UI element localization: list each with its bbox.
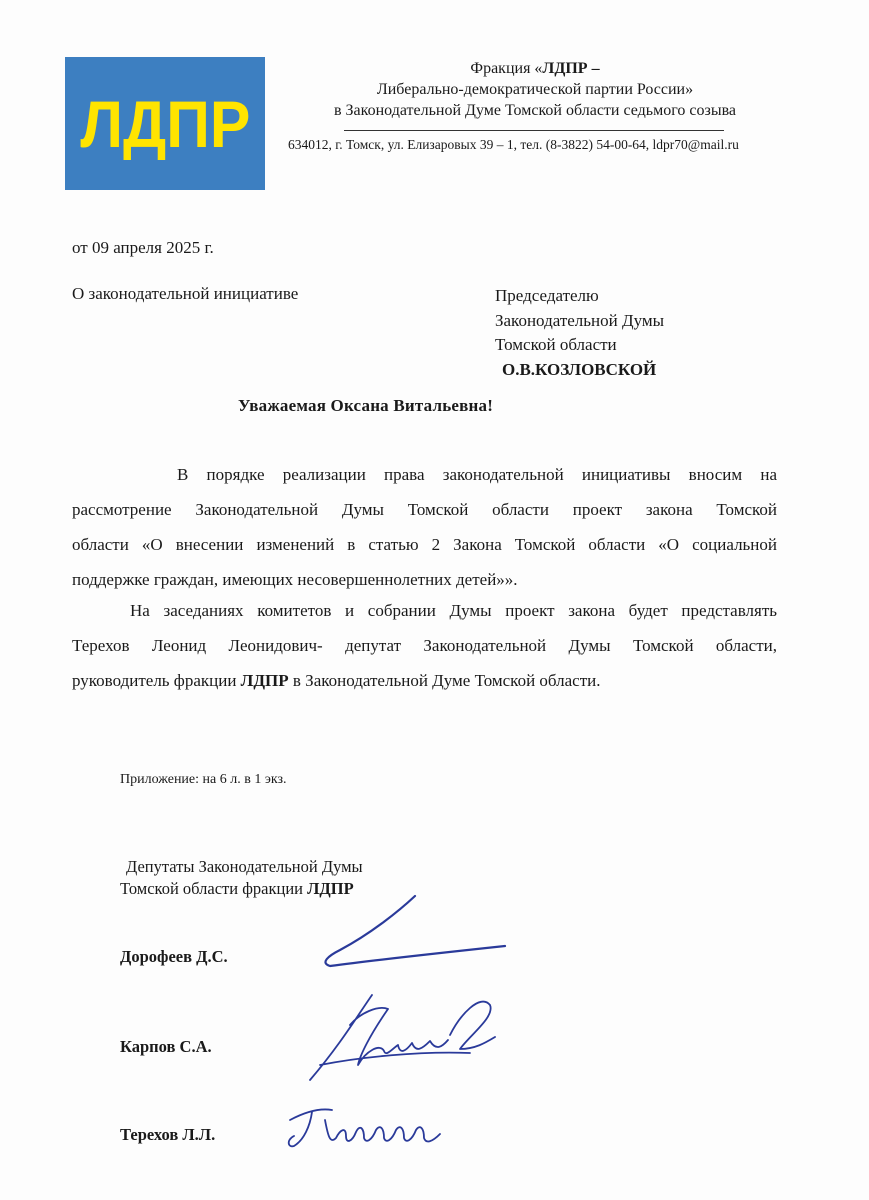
attachment-note: Приложение: на 6 л. в 1 экз.	[120, 772, 287, 787]
letterhead-title	[290, 58, 780, 121]
signature-karpov	[300, 985, 510, 1095]
signatory-name: Терехов Л.Л.	[120, 1125, 216, 1144]
paragraph-2-line-1: На заседаниях комитетов и собрании Думы проект закона будет представлять	[130, 601, 777, 620]
letterhead-address: 634012, г. Томск, ул. Елизаровых 39 – 1, тел. (8-3822) 54-00-64, ldpr70@mail.ru	[288, 137, 739, 152]
logo-text: ЛДПР	[79, 86, 250, 161]
letterhead-divider	[344, 130, 724, 131]
signature-dorofeev	[300, 888, 520, 983]
signatory-name: Дорофеев Д.С.	[120, 947, 228, 966]
letter-date: от 09 апреля 2025 г.	[72, 238, 214, 257]
paragraph-1	[72, 457, 777, 597]
letter-subject: О законодательной инициативе	[72, 284, 299, 303]
addressee-line-2: Законодательной Думы	[495, 310, 665, 330]
paragraph-2-line-3: руководитель фракции ЛДПР в Законодательной Думе Томской области.	[72, 671, 601, 690]
faction-name: ЛДПР	[542, 60, 588, 77]
ldpr-logo	[65, 57, 265, 190]
faction-line: Фракция «ЛДПР –	[470, 60, 600, 77]
duma-line: в Законодательной Думе Томской области седьмого созыва	[333, 102, 737, 119]
party-abbr: ЛДПР	[240, 671, 289, 690]
paragraph-1-line-1: В порядке реализации права законодательной инициативы вносим на	[177, 465, 777, 484]
signature-terekhov	[280, 1090, 470, 1165]
addressee-name: О.В.КОЗЛОВСКОЙ	[502, 359, 657, 379]
paragraph-1-line-4: поддержке граждан, имеющих несовершеннолетних детей»».	[72, 570, 518, 589]
deputies-line-2: Томской области фракции ЛДПР	[120, 879, 354, 898]
addressee-line-1: Председателю	[495, 286, 599, 305]
deputies-line-1: Депутаты Законодательной Думы	[126, 857, 363, 876]
party-line: Либерально-демократической партии России»	[376, 81, 694, 98]
paragraph-1-line-3: области «О внесении изменений в статью 2 Закона Томской области «О социальной	[72, 535, 777, 554]
paragraph-2-line-2: Терехов Леонид Леонидович- депутат Законодательной Думы Томской области,	[72, 636, 777, 655]
addressee-block	[495, 284, 664, 382]
addressee-line-3: Томской области	[495, 335, 617, 354]
paragraph-1-line-2: рассмотрение Законодательной Думы Томской области проект закона Томской	[72, 500, 777, 519]
signatory-name: Карпов С.А.	[120, 1037, 212, 1056]
paragraph-2	[72, 593, 777, 698]
greeting: Уважаемая Оксана Витальевна!	[238, 396, 494, 415]
